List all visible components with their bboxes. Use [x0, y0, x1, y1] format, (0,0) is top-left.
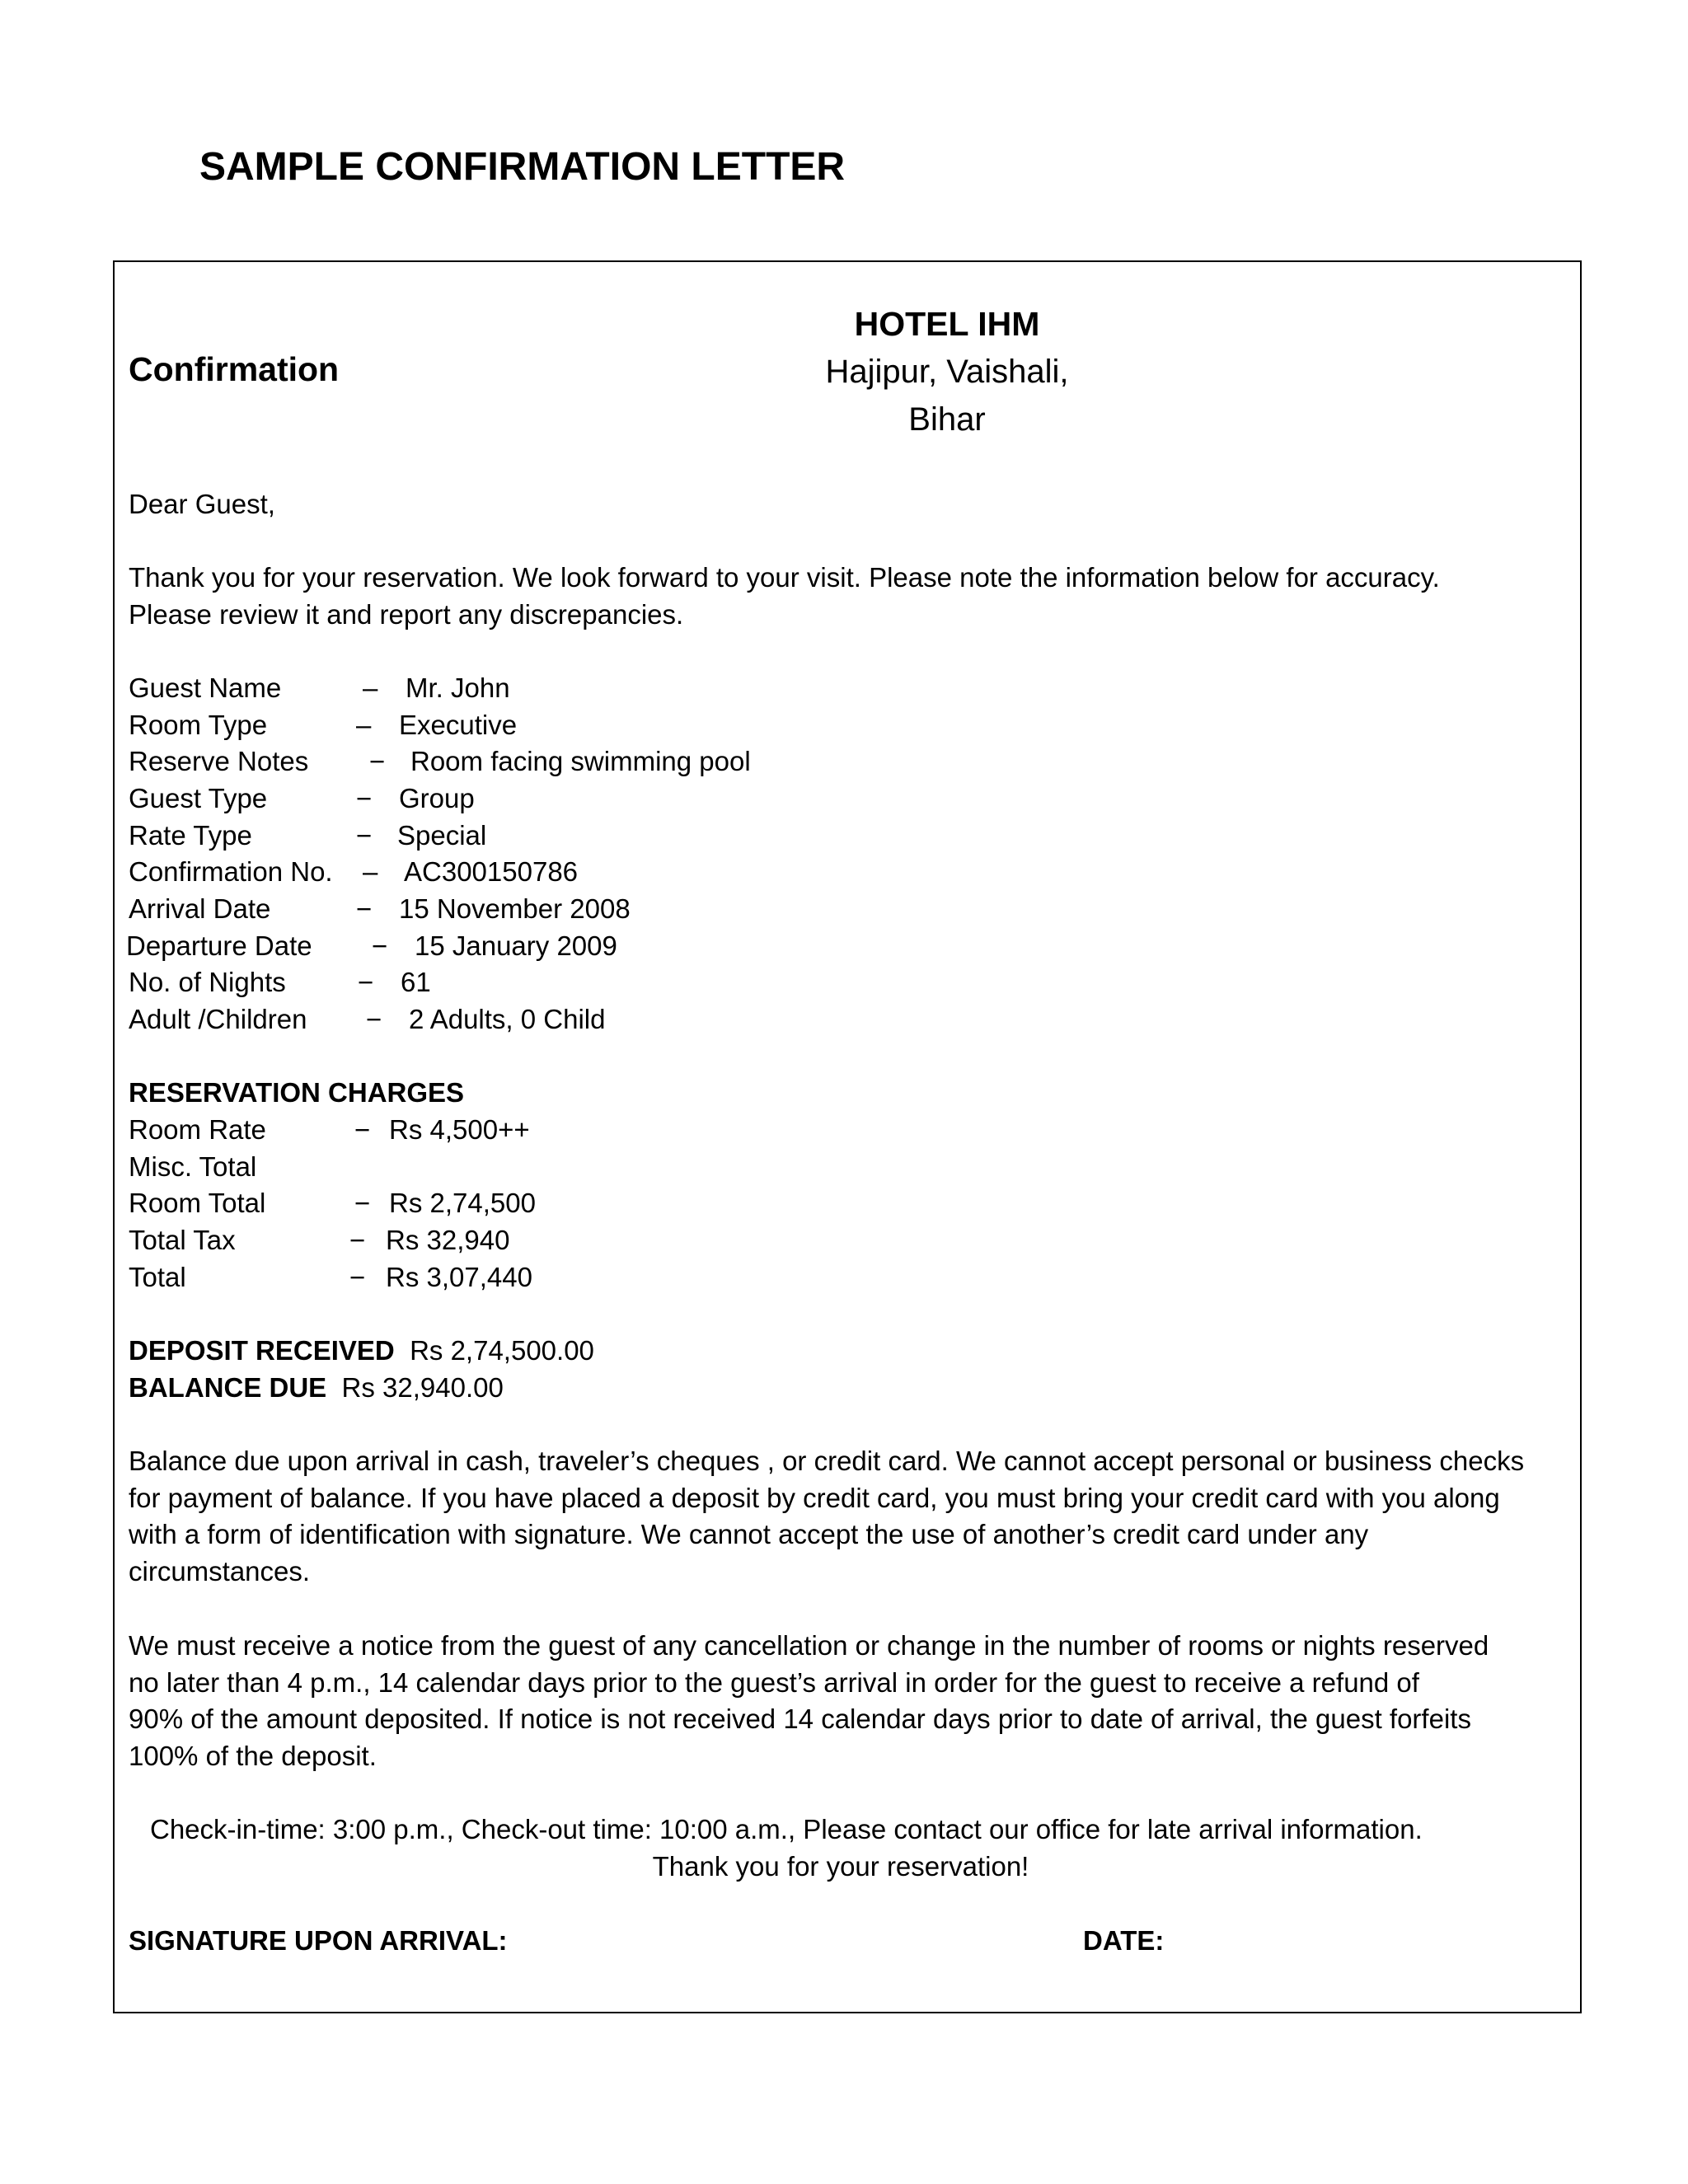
charge-separator: − — [354, 1188, 371, 1218]
hotel-address-line1: Hajipur, Vaishali, — [825, 354, 1069, 390]
deposit-label: DEPOSIT RECEIVED — [129, 1335, 395, 1366]
detail-value: Room facing swimming pool — [410, 746, 751, 776]
charge-label: Room Rate — [129, 1114, 266, 1145]
detail-separator: – — [363, 673, 378, 703]
detail-separator: – — [363, 856, 378, 887]
confirmation-letter — [113, 260, 1582, 2013]
signature-label: SIGNATURE UPON ARRIVAL: — [129, 1925, 508, 1956]
intro-line-1: Thank you for your reservation. We look forward to your visit. Please note the information below for accuracy. — [129, 562, 1440, 593]
deposit-line — [129, 1332, 594, 1369]
confirmation-label: Confirmation — [129, 350, 340, 388]
detail-label: Adult /Children — [129, 1004, 307, 1034]
charge-separator: − — [349, 1225, 366, 1255]
detail-label: Guest Name — [129, 673, 282, 703]
hotel-header — [642, 300, 1252, 443]
detail-separator: − — [356, 893, 373, 924]
detail-label: Confirmation No. — [129, 856, 333, 887]
salutation: Dear Guest, — [129, 489, 275, 519]
charge-label: Misc. Total — [129, 1151, 257, 1182]
thanks-line: Thank you for your reservation! — [652, 1851, 1029, 1882]
detail-separator: − — [358, 967, 374, 997]
detail-separator: − — [369, 746, 386, 776]
detail-separator: – — [356, 710, 372, 740]
balance-value: Rs 32,940.00 — [341, 1372, 504, 1403]
payment-line: with a form of identification with signature. We cannot accept the use of another’s credit card under any — [129, 1519, 1369, 1549]
charges-heading: RESERVATION CHARGES — [129, 1077, 465, 1108]
detail-label: Room Type — [129, 710, 268, 740]
detail-value: Group — [399, 783, 475, 813]
charge-label: Total — [129, 1262, 186, 1292]
detail-value: 61 — [401, 967, 431, 997]
charge-value: Rs 32,940 — [386, 1225, 510, 1255]
document-title: SAMPLE CONFIRMATION LETTER — [199, 145, 846, 189]
detail-value: AC300150786 — [404, 856, 579, 887]
charge-value: Rs 3,07,440 — [386, 1262, 532, 1292]
charge-label: Total Tax — [129, 1225, 236, 1255]
detail-label: Departure Date — [126, 930, 312, 961]
checkin-info: Check-in-time: 3:00 p.m., Check-out time: 10:00 a.m., Please contact our office for late arrival information. — [150, 1814, 1423, 1844]
cancellation-line: 90% of the amount deposited. If notice is not received 14 calendar days prior to date of arrival, the guest forfeits — [129, 1704, 1471, 1734]
hotel-address-line2: Bihar — [908, 401, 986, 438]
detail-value: Special — [397, 820, 487, 851]
charge-separator: − — [354, 1114, 371, 1145]
payment-line: for payment of balance. If you have placed a deposit by credit card, you must bring your credit card with you along — [129, 1483, 1500, 1513]
hotel-name: HOTEL IHM — [854, 305, 1040, 343]
detail-label: Reserve Notes — [129, 746, 309, 776]
detail-value: 2 Adults, 0 Child — [409, 1004, 606, 1034]
detail-label: No. of Nights — [129, 967, 286, 997]
detail-label: Guest Type — [129, 783, 268, 813]
detail-value: Executive — [399, 710, 518, 740]
detail-separator: − — [372, 930, 388, 961]
detail-value: 15 November 2008 — [399, 893, 631, 924]
charge-label: Room Total — [129, 1188, 266, 1218]
intro-line-2: Please review it and report any discrepancies. — [129, 599, 684, 630]
detail-value: Mr. John — [406, 673, 510, 703]
charge-separator: − — [349, 1262, 366, 1292]
cancellation-line: 100% of the deposit. — [129, 1741, 377, 1771]
detail-separator: − — [366, 1004, 382, 1034]
charge-value: Rs 4,500++ — [389, 1114, 530, 1145]
detail-separator: − — [356, 783, 373, 813]
detail-value: 15 January 2009 — [415, 930, 617, 961]
balance-label: BALANCE DUE — [129, 1372, 327, 1403]
detail-label: Arrival Date — [129, 893, 271, 924]
cancellation-line: no later than 4 p.m., 14 calendar days prior to the guest’s arrival in order for the guest to receive a refund of — [129, 1667, 1419, 1698]
detail-label: Rate Type — [129, 820, 252, 851]
detail-separator: − — [356, 820, 373, 851]
balance-line — [129, 1369, 504, 1406]
payment-line: circumstances. — [129, 1556, 311, 1586]
deposit-value: Rs 2,74,500.00 — [410, 1335, 594, 1366]
date-label: DATE: — [1083, 1925, 1165, 1956]
charge-value: Rs 2,74,500 — [389, 1188, 536, 1218]
payment-line: Balance due upon arrival in cash, traveler’s cheques , or credit card. We cannot accept personal or business checks — [129, 1446, 1525, 1476]
cancellation-line: We must receive a notice from the guest of any cancellation or change in the number of rooms or nights reserved — [129, 1630, 1489, 1661]
